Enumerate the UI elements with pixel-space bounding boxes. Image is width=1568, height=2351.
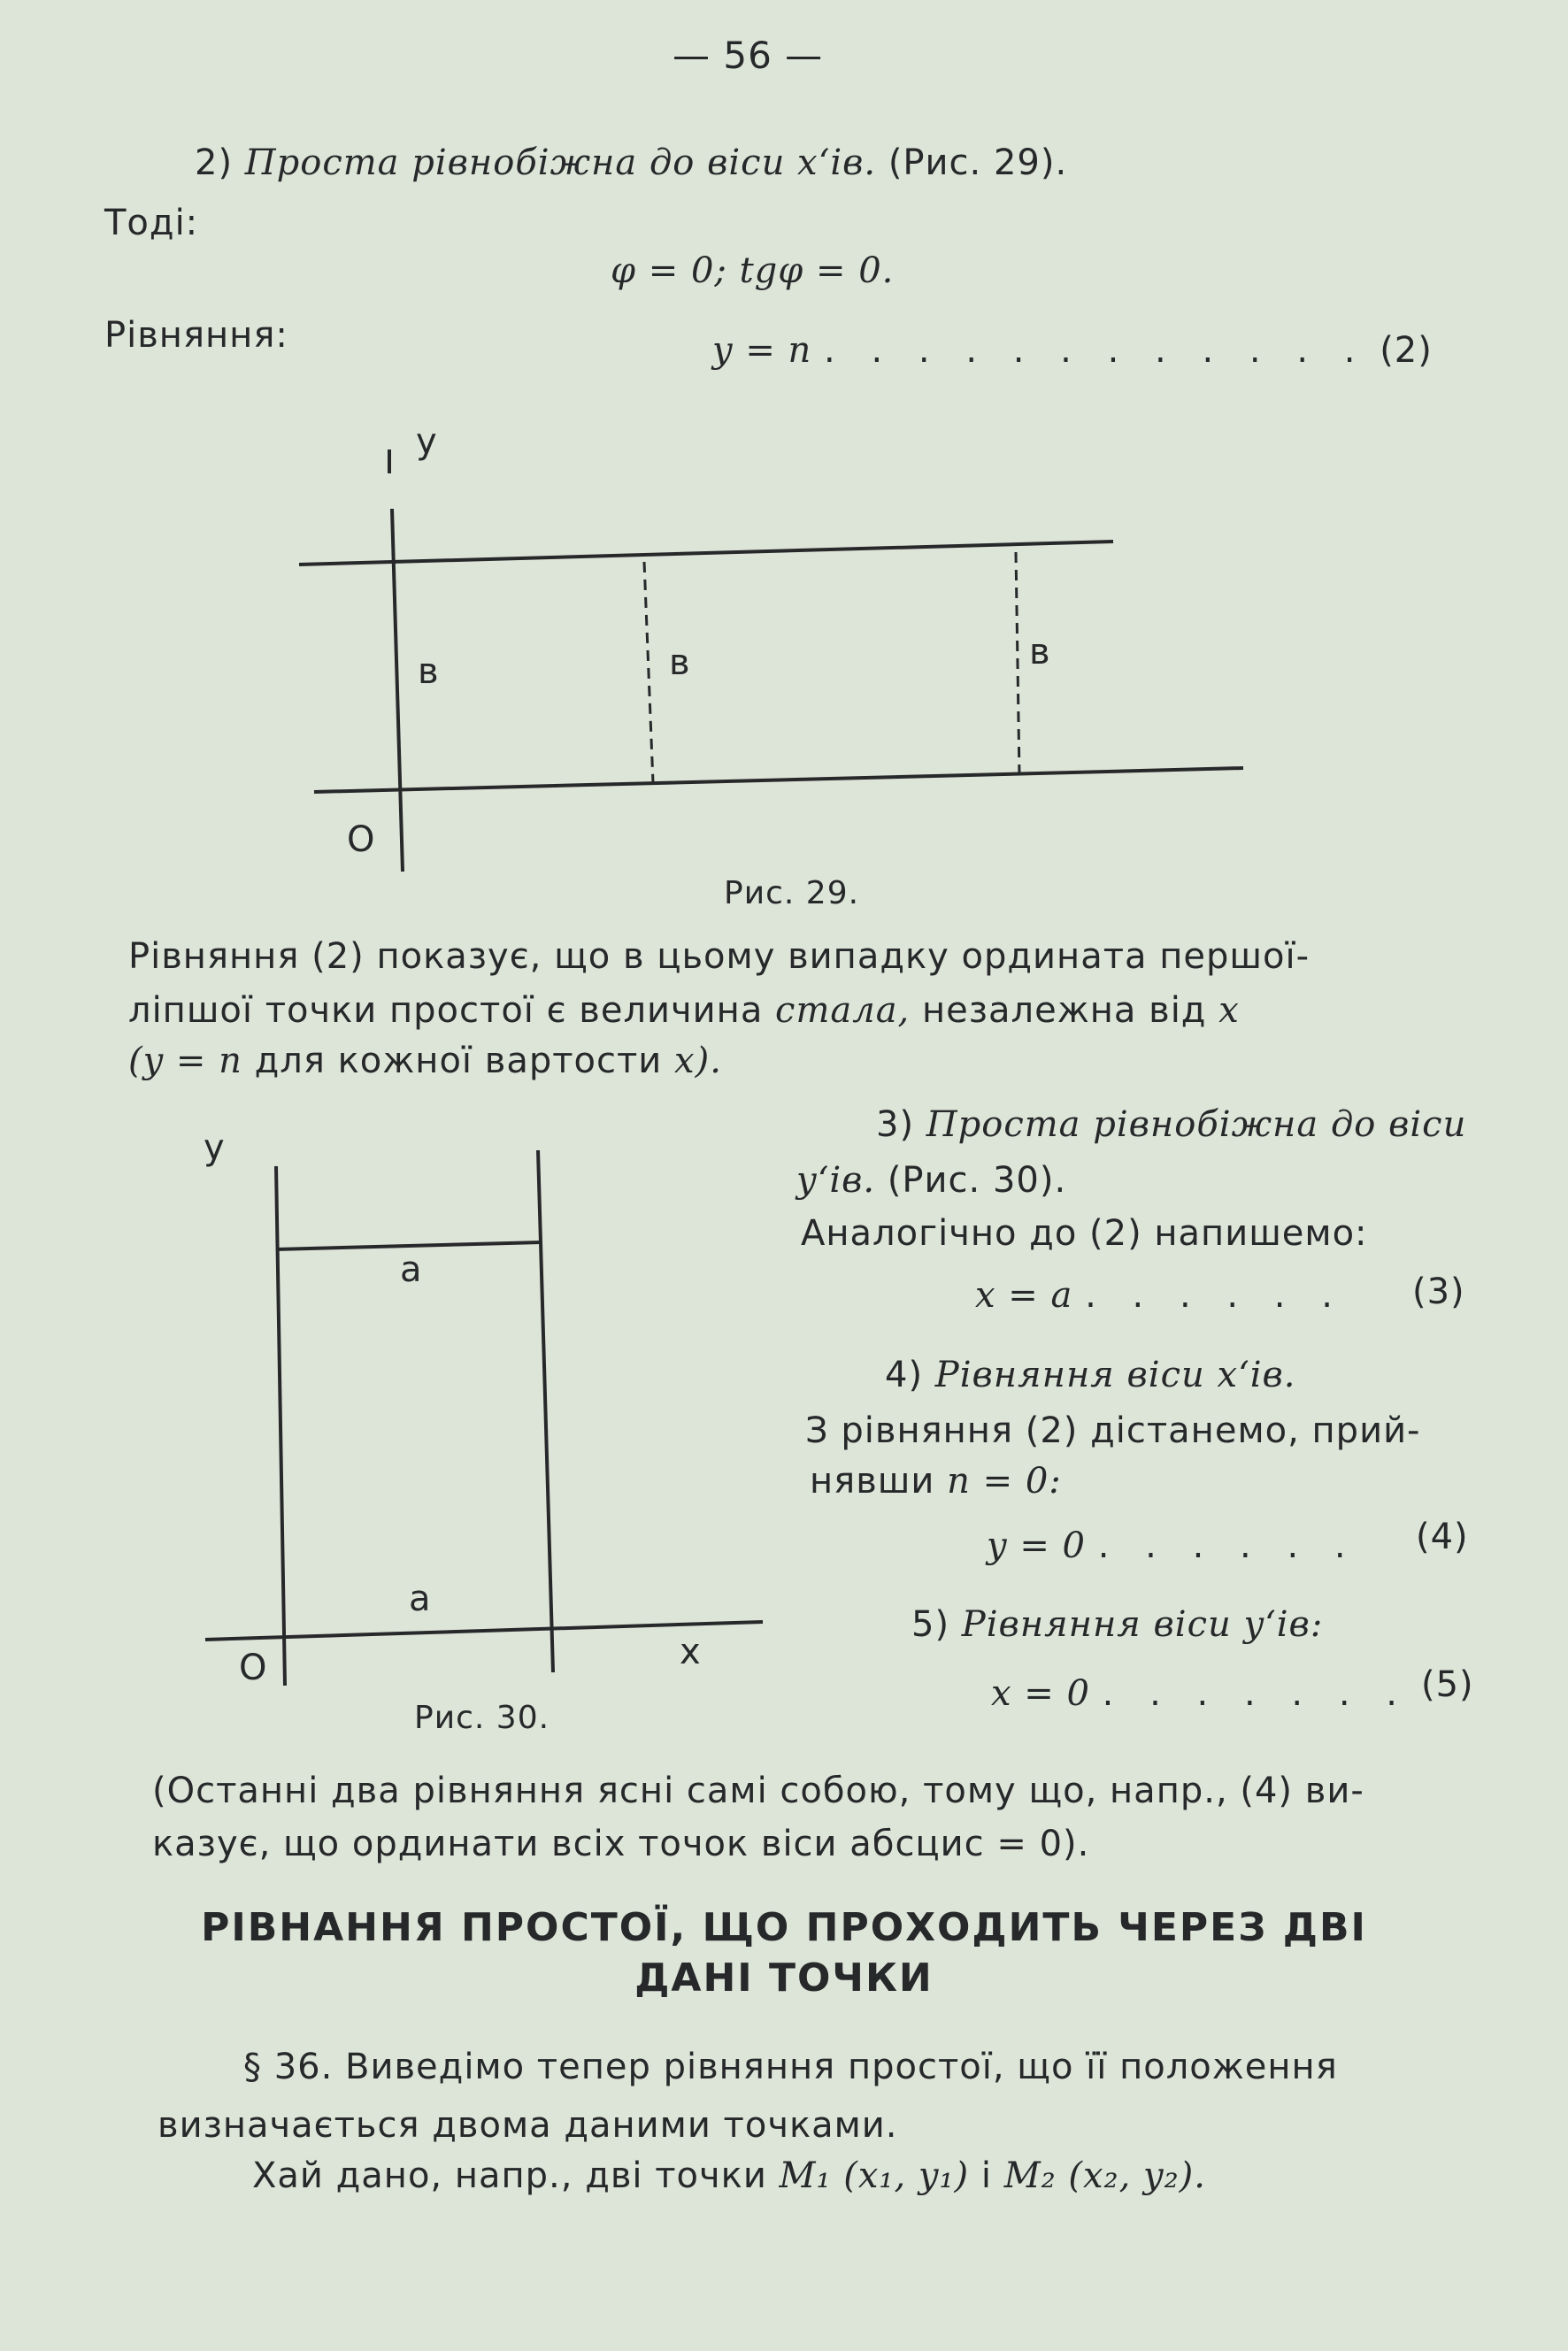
equation-3-num: (3) — [1412, 1272, 1465, 1312]
para3-point-m1: M₁ (x₁, y₁) — [779, 2155, 970, 2196]
fig29-b-label-2: в — [669, 642, 690, 683]
para1-var-x-2: x). — [674, 1041, 722, 1081]
equation-3 — [975, 1274, 1345, 1317]
equation-5-dots: . . . . . . . — [1102, 1673, 1410, 1714]
section-3-var: y‘ів. — [796, 1160, 876, 1201]
section-2-ref: (Рис. 29). — [888, 142, 1068, 183]
equation-5-num: (5) — [1421, 1664, 1474, 1705]
section-5-var: y‘ів: — [1243, 1604, 1324, 1645]
fig30-horizontal-segment — [276, 1242, 542, 1249]
para2-line1: (Останні два рівняння ясні самі собою, тому що, напр., (4) ви- — [152, 1771, 1364, 1811]
para1-emphasis-stala: стала, — [775, 990, 911, 1031]
section-heading-line2: ДАНІ ТОЧКИ — [634, 1955, 934, 2001]
fig30-x-label: x — [680, 1632, 701, 1672]
para3-point-m2: M₂ (x₂, y₂). — [1003, 2155, 1206, 2196]
section-2-num: 2) — [195, 142, 234, 183]
para1-line3-text: для кожної вартости — [254, 1041, 663, 1081]
equation-4-num: (4) — [1416, 1517, 1469, 1557]
section-5-num: 5) — [911, 1604, 950, 1645]
fig30-caption: Рис. 30. — [414, 1700, 550, 1736]
fig30-y-axis — [276, 1166, 285, 1686]
page-number: — 56 — — [673, 34, 824, 77]
section-3-title: Проста рівнобіжна до віси — [926, 1104, 1467, 1145]
equation-4 — [987, 1525, 1358, 1567]
rivnannia-label: Рівняння: — [104, 315, 288, 356]
equation-2-expr: y = n — [712, 330, 812, 371]
section-3-heading-line2 — [796, 1159, 1066, 1202]
section-4-var: x‘ів. — [1217, 1355, 1296, 1395]
para2-line2: казує, що ординати всіх точок віси абсцис = 0). — [152, 1824, 1090, 1864]
para1-line2-text: ліпшої точки простої є величина — [128, 990, 764, 1031]
section-4-text2-a: нявши — [810, 1461, 935, 1502]
fig29-b-label-3: в — [1029, 632, 1050, 672]
section-5-heading — [911, 1603, 1323, 1646]
section-heading-line1: РІВНАННЯ ПРОСТОЇ, ЩО ПРОХОДИТЬ ЧЕРЕЗ ДВІ — [201, 1905, 1367, 1950]
fig30-y-label: y — [204, 1127, 225, 1168]
equation-5-expr: x = 0 — [991, 1673, 1090, 1714]
section-5-title: Рівняння віси — [961, 1604, 1232, 1645]
fig30-a-label-2: a — [409, 1579, 431, 1619]
fig29-origin-label: O — [347, 819, 375, 860]
equation-3-expr: x = a — [975, 1275, 1073, 1316]
section-4-num: 4) — [885, 1355, 924, 1395]
equation-4-dots: . . . . . . — [1097, 1525, 1358, 1566]
para1-eq-inline: (y = n — [128, 1041, 242, 1081]
equation-4-expr: y = 0 — [987, 1525, 1086, 1566]
fig29-y-label: y — [416, 421, 437, 462]
para3-line3-text: Хай дано, напр., дві точки — [252, 2155, 767, 2196]
para3-line3 — [252, 2155, 1206, 2197]
section-2-title: Проста рівнобіжна до віси — [244, 142, 786, 183]
para1-var-x: x — [1218, 990, 1240, 1031]
section-4-heading — [885, 1354, 1296, 1396]
formula-phi: φ = 0; tgφ = 0. — [611, 250, 895, 291]
fig29-b-label-1: в — [418, 651, 439, 692]
fig30-origin-label: O — [239, 1648, 267, 1688]
fig30-a-label-1: a — [400, 1249, 422, 1290]
equation-2-dots: . . . . . . . . . . . . — [824, 330, 1368, 371]
todi-label: Тоді: — [104, 203, 199, 243]
section-4-text2 — [810, 1460, 1062, 1502]
para1-line1: Рівняння (2) показує, що в цьому випадку ордината першої- — [128, 936, 1311, 977]
para3-line1: § 36. Виведімо тепер рівняння простої, що її положення — [243, 2047, 1338, 2087]
section-3-ref: (Рис. 30). — [887, 1160, 1067, 1201]
section-4-text1: З рівняння (2) дістанемо, прий- — [805, 1410, 1421, 1451]
para3-conj: і — [980, 2155, 992, 2196]
fig30-line-x-equals-a — [538, 1150, 553, 1672]
equation-5 — [991, 1672, 1410, 1715]
equation-3-dots: . . . . . . — [1085, 1275, 1345, 1316]
para3-line2: визначається двома даними точками. — [158, 2105, 898, 2146]
section-3-num: 3) — [876, 1104, 915, 1145]
para1-line2-text-b: незалежна від — [921, 990, 1207, 1031]
section-3-text: Аналогічно до (2) напишемо: — [801, 1213, 1368, 1254]
equation-2-num: (2) — [1380, 330, 1433, 371]
section-3-heading-line1 — [876, 1103, 1466, 1146]
section-2-var: x‘ів. — [797, 142, 877, 183]
fig29-caption: Рис. 29. — [724, 875, 860, 911]
section-4-title: Рівняння віси — [934, 1355, 1205, 1395]
section-4-n-zero: n = 0: — [947, 1461, 1062, 1502]
